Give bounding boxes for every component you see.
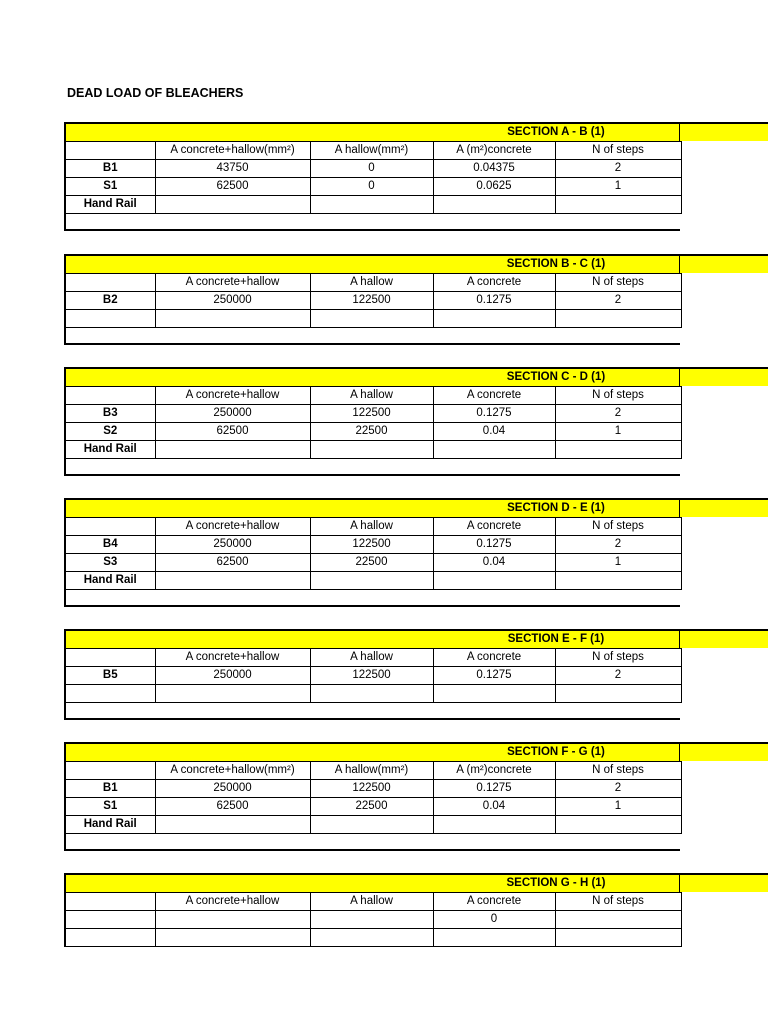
column-header[interactable]: A concrete+hallow (155, 387, 310, 405)
column-header[interactable]: A concrete (433, 387, 555, 405)
table-cell[interactable] (555, 441, 681, 459)
row-label-cell[interactable] (65, 310, 155, 328)
table-cell[interactable] (310, 310, 433, 328)
table-row (65, 178, 681, 196)
column-header[interactable]: A concrete (433, 274, 555, 292)
row-label-cell[interactable]: Hand Rail (65, 572, 155, 590)
table-cell[interactable] (555, 196, 681, 214)
section-title: SECTION A - B (1) (507, 126, 605, 138)
table-cell[interactable]: 122500 (310, 667, 433, 685)
table-row (65, 292, 681, 310)
table-cell[interactable]: 2 (555, 405, 681, 423)
table-cell[interactable] (555, 929, 681, 947)
table-cell[interactable]: 250000 (155, 780, 310, 798)
column-header[interactable]: N of steps (555, 762, 681, 780)
table-cell[interactable] (155, 441, 310, 459)
section-header-bar (64, 367, 768, 386)
column-header[interactable] (65, 762, 155, 780)
table-cell[interactable]: 0.04 (433, 798, 555, 816)
table-header-row (65, 274, 681, 292)
row-label-cell[interactable]: Hand Rail (65, 816, 155, 834)
row-label-cell[interactable] (65, 685, 155, 703)
table-cell[interactable]: 62500 (155, 554, 310, 572)
table-row (65, 554, 681, 572)
table-cell[interactable]: 0.0625 (433, 178, 555, 196)
column-header[interactable]: N of steps (555, 518, 681, 536)
section-table (64, 648, 682, 703)
table-cell[interactable] (433, 441, 555, 459)
table-cell[interactable]: 250000 (155, 292, 310, 310)
table-cell[interactable]: 122500 (310, 292, 433, 310)
column-header[interactable]: A concrete+hallow (155, 274, 310, 292)
row-label-cell[interactable]: S1 (65, 798, 155, 816)
table-cell[interactable] (310, 196, 433, 214)
table-cell[interactable]: 1 (555, 423, 681, 441)
table-cell[interactable] (433, 816, 555, 834)
table-cell[interactable]: 2 (555, 667, 681, 685)
section-table (64, 273, 682, 328)
section-header-bar (64, 629, 768, 648)
table-cell[interactable] (310, 929, 433, 947)
table-cell[interactable]: 2 (555, 160, 681, 178)
section-table (64, 892, 682, 947)
table-row (65, 798, 681, 816)
table-cell[interactable] (310, 572, 433, 590)
column-header[interactable]: A hallow (310, 387, 433, 405)
table-cell[interactable]: 22500 (310, 554, 433, 572)
table-cell[interactable]: 250000 (155, 667, 310, 685)
page-title: DEAD LOAD OF BLEACHERS (67, 86, 244, 100)
row-label-cell[interactable] (65, 911, 155, 929)
table-cell[interactable] (555, 911, 681, 929)
column-header[interactable]: N of steps (555, 274, 681, 292)
column-header[interactable]: N of steps (555, 893, 681, 911)
section-table (64, 141, 682, 214)
table-cell[interactable]: 0 (310, 160, 433, 178)
table-cell[interactable] (155, 685, 310, 703)
column-header[interactable]: A hallow (310, 518, 433, 536)
table-row (65, 929, 681, 947)
row-label-cell[interactable] (65, 929, 155, 947)
table-cell[interactable]: 0.1275 (433, 780, 555, 798)
table-cell[interactable]: 22500 (310, 423, 433, 441)
table-cell[interactable] (310, 911, 433, 929)
table-row (65, 780, 681, 798)
table-cell[interactable]: 1 (555, 554, 681, 572)
table-cell[interactable]: 62500 (155, 423, 310, 441)
table-header-row (65, 893, 681, 911)
section-header-bar (64, 873, 768, 892)
section-title: SECTION E - F (1) (507, 633, 605, 645)
table-cell[interactable] (433, 685, 555, 703)
table-cell[interactable]: 122500 (310, 780, 433, 798)
column-header[interactable]: A concrete+hallow(mm²) (155, 142, 310, 160)
table-cell[interactable] (555, 685, 681, 703)
table-cell[interactable]: 0.1275 (433, 536, 555, 554)
table-cell[interactable] (155, 929, 310, 947)
column-header[interactable]: A hallow (310, 893, 433, 911)
table-cell[interactable]: 2 (555, 536, 681, 554)
table-row (65, 911, 681, 929)
table-header-row (65, 762, 681, 780)
column-header[interactable]: A concrete+hallow (155, 649, 310, 667)
column-header[interactable]: N of steps (555, 387, 681, 405)
table-cell[interactable] (155, 911, 310, 929)
table-cell[interactable]: 2 (555, 780, 681, 798)
section-header-bar (64, 742, 768, 761)
table-cell[interactable]: 62500 (155, 178, 310, 196)
table-row (65, 441, 681, 459)
table-row (65, 685, 681, 703)
column-header[interactable]: N of steps (555, 142, 681, 160)
table-header-row (65, 518, 681, 536)
row-label-cell[interactable]: S2 (65, 423, 155, 441)
table-cell[interactable] (555, 310, 681, 328)
section-footer-row (64, 327, 680, 345)
table-cell[interactable] (310, 816, 433, 834)
section-title: SECTION C - D (1) (506, 371, 606, 383)
row-label-cell[interactable]: B5 (65, 667, 155, 685)
table-row (65, 423, 681, 441)
column-header[interactable]: A concrete+hallow(mm²) (155, 762, 310, 780)
table-cell[interactable]: 62500 (155, 798, 310, 816)
column-header[interactable]: A concrete+hallow (155, 893, 310, 911)
table-cell[interactable]: 250000 (155, 536, 310, 554)
table-row (65, 310, 681, 328)
column-header[interactable]: A (m²)concrete (433, 142, 555, 160)
section-table (64, 761, 682, 834)
table-cell[interactable]: 122500 (310, 536, 433, 554)
section-footer-row (64, 458, 680, 476)
row-label-cell[interactable]: Hand Rail (65, 441, 155, 459)
column-header[interactable]: A concrete (433, 518, 555, 536)
column-header[interactable]: A hallow (310, 274, 433, 292)
table-cell[interactable] (433, 929, 555, 947)
table-cell[interactable] (433, 196, 555, 214)
section-table (64, 386, 682, 459)
table-header-row (65, 649, 681, 667)
row-label-cell[interactable]: B1 (65, 160, 155, 178)
column-header[interactable] (65, 274, 155, 292)
column-header[interactable]: A hallow(mm²) (310, 762, 433, 780)
section-footer-row (64, 589, 680, 607)
table-cell[interactable]: 0.04 (433, 554, 555, 572)
table-row (65, 572, 681, 590)
column-header[interactable] (65, 142, 155, 160)
table-row (65, 160, 681, 178)
table-cell[interactable]: 0.04 (433, 423, 555, 441)
table-cell[interactable]: 0 (433, 911, 555, 929)
table-header-row (65, 387, 681, 405)
row-label-cell[interactable]: S3 (65, 554, 155, 572)
section-title: SECTION B - C (1) (506, 258, 606, 270)
column-header[interactable]: A (m²)concrete (433, 762, 555, 780)
table-cell[interactable] (555, 816, 681, 834)
table-cell[interactable] (555, 572, 681, 590)
table-cell[interactable]: 122500 (310, 405, 433, 423)
section-footer-row (64, 702, 680, 720)
column-header[interactable] (65, 893, 155, 911)
row-label-cell[interactable]: B1 (65, 780, 155, 798)
section-footer-row (64, 833, 680, 851)
table-cell[interactable] (310, 441, 433, 459)
table-cell[interactable] (155, 572, 310, 590)
table-cell[interactable] (310, 685, 433, 703)
table-row (65, 196, 681, 214)
table-cell[interactable] (155, 196, 310, 214)
table-cell[interactable]: 0.1275 (433, 292, 555, 310)
table-cell[interactable] (155, 310, 310, 328)
table-cell[interactable]: 0 (310, 178, 433, 196)
section-title: SECTION D - E (1) (507, 502, 605, 514)
table-row (65, 405, 681, 423)
section-title: SECTION G - H (1) (506, 877, 606, 889)
table-cell[interactable]: 0.1275 (433, 667, 555, 685)
table-row (65, 536, 681, 554)
section-footer-row (64, 213, 680, 231)
table-cell[interactable] (433, 572, 555, 590)
row-label-cell[interactable]: B2 (65, 292, 155, 310)
table-cell[interactable] (155, 816, 310, 834)
row-label-cell[interactable]: B3 (65, 405, 155, 423)
column-header[interactable]: A concrete+hallow (155, 518, 310, 536)
table-cell[interactable]: 0.04375 (433, 160, 555, 178)
column-header[interactable]: N of steps (555, 649, 681, 667)
column-header[interactable] (65, 387, 155, 405)
column-header[interactable]: A hallow (310, 649, 433, 667)
section-header-bar (64, 122, 768, 141)
row-label-cell[interactable]: S1 (65, 178, 155, 196)
table-row (65, 816, 681, 834)
table-cell[interactable]: 0.1275 (433, 405, 555, 423)
row-label-cell[interactable]: B4 (65, 536, 155, 554)
table-cell[interactable]: 1 (555, 178, 681, 196)
table-cell[interactable]: 1 (555, 798, 681, 816)
column-header[interactable]: A concrete (433, 893, 555, 911)
table-cell[interactable]: 22500 (310, 798, 433, 816)
section-header-bar (64, 254, 768, 273)
column-header[interactable] (65, 649, 155, 667)
column-header[interactable]: A hallow(mm²) (310, 142, 433, 160)
table-cell[interactable]: 2 (555, 292, 681, 310)
table-row (65, 667, 681, 685)
table-cell[interactable] (433, 310, 555, 328)
column-header[interactable] (65, 518, 155, 536)
table-cell[interactable]: 250000 (155, 405, 310, 423)
row-label-cell[interactable]: Hand Rail (65, 196, 155, 214)
section-table (64, 517, 682, 590)
section-header-bar (64, 498, 768, 517)
table-cell[interactable]: 43750 (155, 160, 310, 178)
table-header-row (65, 142, 681, 160)
section-title: SECTION F - G (1) (507, 746, 605, 758)
column-header[interactable]: A concrete (433, 649, 555, 667)
